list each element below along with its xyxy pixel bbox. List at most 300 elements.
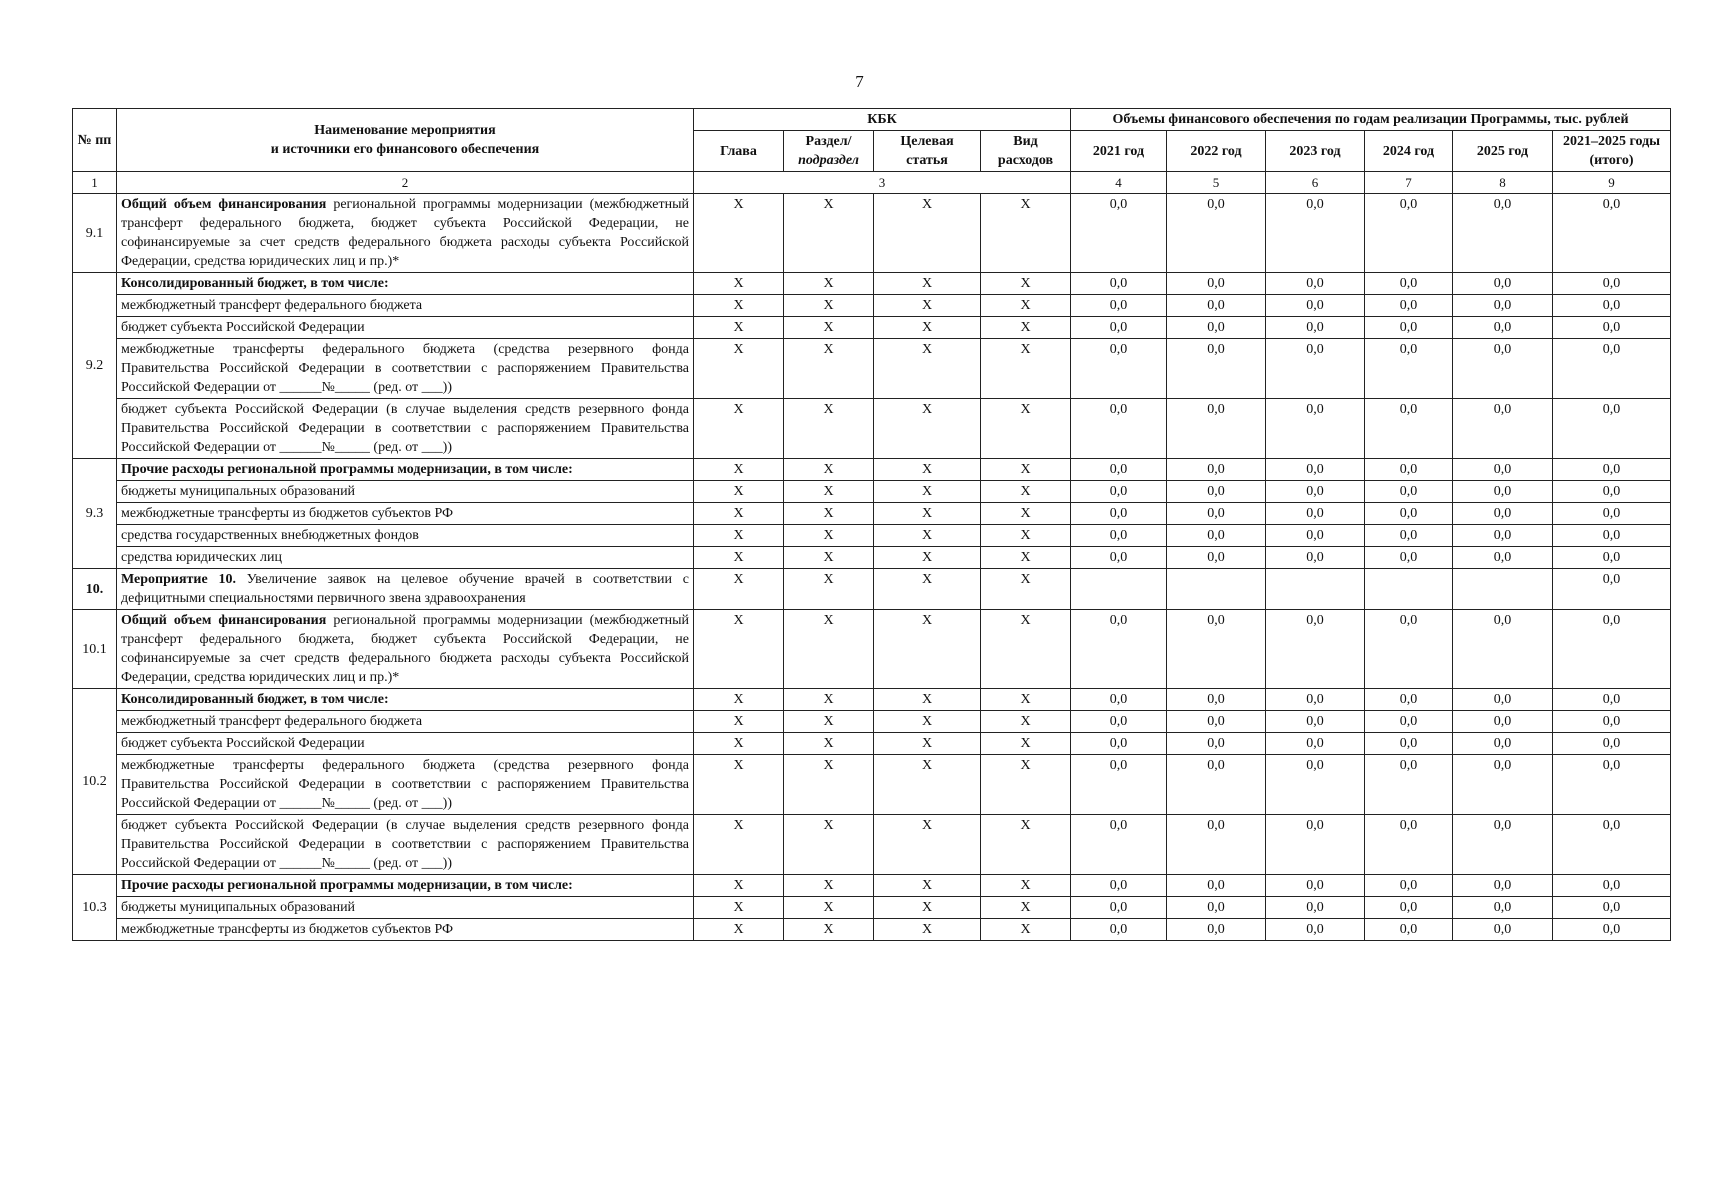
kbk-cell: X	[981, 295, 1071, 317]
row-index: 10.3	[73, 875, 117, 941]
table-row	[73, 339, 1671, 399]
kbk-cell: X	[981, 897, 1071, 919]
year-cell: 0,0	[1071, 919, 1167, 941]
year-cell: 0,0	[1266, 503, 1365, 525]
header-name: Наименование мероприятия и источники его финансового обеспечения	[117, 109, 694, 172]
year-cell: 0,0	[1453, 317, 1553, 339]
total-cell: 0,0	[1553, 711, 1671, 733]
table-row	[73, 317, 1671, 339]
total-cell: 0,0	[1553, 481, 1671, 503]
year-cell: 0,0	[1167, 295, 1266, 317]
total-cell: 0,0	[1553, 339, 1671, 399]
header-year-2024: 2024 год	[1365, 131, 1453, 172]
kbk-cell: X	[874, 569, 981, 610]
total-cell: 0,0	[1553, 273, 1671, 295]
year-cell: 0,0	[1365, 295, 1453, 317]
kbk-cell: X	[874, 755, 981, 815]
year-cell: 0,0	[1167, 459, 1266, 481]
year-cell: 0,0	[1071, 711, 1167, 733]
kbk-cell: X	[874, 459, 981, 481]
row-name-text: межбюджетный трансферт федерального бюджета	[121, 298, 423, 313]
kbk-cell: X	[981, 273, 1071, 295]
year-cell: 0,0	[1365, 525, 1453, 547]
header-year-2022: 2022 год	[1167, 131, 1266, 172]
kbk-cell: X	[694, 569, 784, 610]
year-cell: 0,0	[1167, 273, 1266, 295]
header-total: 2021–2025 годы (итого)	[1553, 131, 1671, 172]
kbk-cell: X	[981, 503, 1071, 525]
row-name	[117, 295, 694, 317]
kbk-cell: X	[694, 503, 784, 525]
year-cell: 0,0	[1167, 525, 1266, 547]
year-cell: 0,0	[1365, 399, 1453, 459]
year-cell	[1071, 569, 1167, 610]
table-row	[73, 897, 1671, 919]
row-name	[117, 525, 694, 547]
kbk-cell: X	[784, 610, 874, 689]
kbk-cell: X	[981, 547, 1071, 569]
year-cell: 0,0	[1266, 733, 1365, 755]
year-cell: 0,0	[1071, 733, 1167, 755]
kbk-cell: X	[784, 317, 874, 339]
row-name-bold: Общий объем финансирования	[121, 197, 327, 212]
kbk-cell: X	[784, 733, 874, 755]
year-cell: 0,0	[1365, 459, 1453, 481]
row-name-text: бюджет субъекта Российской Федерации (в случае выделения средств резервного фонда Правительства Российской Федерации в соответствии с распоряжением Правительства Российской Федерации от ______№_____ (ред. от ___))	[121, 818, 689, 871]
row-name-bold: Консолидированный бюджет, в том числе:	[121, 692, 389, 707]
year-cell: 0,0	[1266, 399, 1365, 459]
year-cell: 0,0	[1266, 459, 1365, 481]
kbk-cell: X	[874, 339, 981, 399]
row-name	[117, 317, 694, 339]
kbk-cell: X	[784, 711, 874, 733]
year-cell: 0,0	[1167, 897, 1266, 919]
header-celevaya: Целевая статья	[874, 131, 981, 172]
kbk-cell: X	[784, 503, 874, 525]
row-name	[117, 733, 694, 755]
kbk-cell: X	[784, 547, 874, 569]
year-cell: 0,0	[1453, 273, 1553, 295]
total-cell: 0,0	[1553, 919, 1671, 941]
year-cell: 0,0	[1365, 194, 1453, 273]
year-cell: 0,0	[1453, 503, 1553, 525]
kbk-cell: X	[874, 295, 981, 317]
year-cell: 0,0	[1365, 503, 1453, 525]
table-row	[73, 399, 1671, 459]
row-index: 9.3	[73, 459, 117, 569]
row-index: 9.2	[73, 273, 117, 459]
row-index: 10.	[73, 569, 117, 610]
year-cell	[1167, 569, 1266, 610]
row-name-text: бюджеты муниципальных образований	[121, 484, 356, 499]
table-row	[73, 569, 1671, 610]
kbk-cell: X	[784, 815, 874, 875]
total-cell: 0,0	[1553, 733, 1671, 755]
year-cell: 0,0	[1167, 339, 1266, 399]
year-cell: 0,0	[1453, 610, 1553, 689]
year-cell: 0,0	[1453, 815, 1553, 875]
year-cell: 0,0	[1266, 525, 1365, 547]
kbk-cell: X	[694, 733, 784, 755]
kbk-cell: X	[694, 689, 784, 711]
row-name-text: межбюджетные трансферты из бюджетов субъектов РФ	[121, 922, 454, 937]
kbk-cell: X	[784, 481, 874, 503]
kbk-cell: X	[694, 711, 784, 733]
kbk-cell: X	[981, 610, 1071, 689]
header-year-2023: 2023 год	[1266, 131, 1365, 172]
financing-table	[72, 108, 1671, 941]
total-cell: 0,0	[1553, 399, 1671, 459]
year-cell: 0,0	[1266, 755, 1365, 815]
year-cell: 0,0	[1071, 503, 1167, 525]
year-cell: 0,0	[1266, 815, 1365, 875]
row-name-text: средства юридических лиц	[121, 550, 282, 565]
kbk-cell: X	[981, 569, 1071, 610]
year-cell: 0,0	[1167, 317, 1266, 339]
row-name	[117, 919, 694, 941]
kbk-cell: X	[784, 919, 874, 941]
header-kbk: КБК	[694, 109, 1071, 131]
year-cell: 0,0	[1266, 481, 1365, 503]
row-name	[117, 815, 694, 875]
kbk-cell: X	[874, 875, 981, 897]
kbk-cell: X	[694, 295, 784, 317]
row-name	[117, 273, 694, 295]
kbk-cell: X	[874, 547, 981, 569]
total-cell: 0,0	[1553, 317, 1671, 339]
kbk-cell: X	[874, 194, 981, 273]
kbk-cell: X	[784, 525, 874, 547]
kbk-cell: X	[981, 689, 1071, 711]
row-name	[117, 689, 694, 711]
year-cell: 0,0	[1071, 481, 1167, 503]
row-name	[117, 399, 694, 459]
year-cell: 0,0	[1266, 194, 1365, 273]
year-cell: 0,0	[1453, 875, 1553, 897]
kbk-cell: X	[694, 399, 784, 459]
year-cell: 0,0	[1266, 273, 1365, 295]
table-row	[73, 459, 1671, 481]
year-cell: 0,0	[1167, 547, 1266, 569]
year-cell: 0,0	[1453, 897, 1553, 919]
year-cell: 0,0	[1071, 815, 1167, 875]
table-row	[73, 481, 1671, 503]
year-cell: 0,0	[1167, 815, 1266, 875]
table-row	[73, 295, 1671, 317]
kbk-cell: X	[874, 897, 981, 919]
year-cell: 0,0	[1453, 481, 1553, 503]
kbk-cell: X	[874, 399, 981, 459]
header-num: № пп	[73, 109, 117, 172]
kbk-cell: X	[874, 610, 981, 689]
header-year-2025: 2025 год	[1453, 131, 1553, 172]
kbk-cell: X	[694, 875, 784, 897]
row-name-bold: Консолидированный бюджет, в том числе:	[121, 276, 389, 291]
year-cell: 0,0	[1453, 295, 1553, 317]
kbk-cell: X	[694, 481, 784, 503]
kbk-cell: X	[694, 525, 784, 547]
row-name	[117, 755, 694, 815]
year-cell: 0,0	[1453, 689, 1553, 711]
row-name-text: межбюджетный трансферт федерального бюджета	[121, 714, 423, 729]
year-cell: 0,0	[1453, 733, 1553, 755]
year-cell	[1365, 569, 1453, 610]
year-cell: 0,0	[1071, 525, 1167, 547]
row-index: 10.2	[73, 689, 117, 875]
kbk-cell: X	[981, 481, 1071, 503]
row-name	[117, 547, 694, 569]
kbk-cell: X	[694, 339, 784, 399]
row-name	[117, 481, 694, 503]
table-row	[73, 503, 1671, 525]
total-cell: 0,0	[1553, 815, 1671, 875]
kbk-cell: X	[874, 317, 981, 339]
total-cell: 0,0	[1553, 194, 1671, 273]
year-cell: 0,0	[1167, 711, 1266, 733]
table-row	[73, 755, 1671, 815]
row-name	[117, 459, 694, 481]
row-name	[117, 503, 694, 525]
kbk-cell: X	[981, 194, 1071, 273]
year-cell: 0,0	[1071, 273, 1167, 295]
kbk-cell: X	[784, 399, 874, 459]
year-cell: 0,0	[1453, 755, 1553, 815]
kbk-cell: X	[694, 547, 784, 569]
row-name	[117, 194, 694, 273]
year-cell: 0,0	[1453, 711, 1553, 733]
row-name-text: межбюджетные трансферты федерального бюджета (средства резервного фонда Правительства Российской Федерации в соответствии с распоряжением Правительства Российской Федерации от ______№_____ (ред. от ___))	[121, 758, 689, 811]
year-cell: 0,0	[1167, 919, 1266, 941]
kbk-cell: X	[784, 459, 874, 481]
kbk-cell: X	[874, 733, 981, 755]
year-cell: 0,0	[1365, 339, 1453, 399]
year-cell: 0,0	[1071, 317, 1167, 339]
year-cell: 0,0	[1071, 610, 1167, 689]
kbk-cell: X	[694, 610, 784, 689]
year-cell: 0,0	[1365, 689, 1453, 711]
total-cell: 0,0	[1553, 295, 1671, 317]
year-cell: 0,0	[1266, 711, 1365, 733]
total-cell: 0,0	[1553, 755, 1671, 815]
year-cell: 0,0	[1453, 525, 1553, 547]
year-cell: 0,0	[1167, 194, 1266, 273]
year-cell: 0,0	[1453, 547, 1553, 569]
kbk-cell: X	[981, 755, 1071, 815]
row-name	[117, 711, 694, 733]
total-cell: 0,0	[1553, 875, 1671, 897]
year-cell: 0,0	[1365, 755, 1453, 815]
kbk-cell: X	[694, 897, 784, 919]
kbk-cell: X	[694, 273, 784, 295]
header-volumes: Объемы финансового обеспечения по годам реализации Программы, тыс. рублей	[1071, 109, 1671, 131]
row-name	[117, 897, 694, 919]
table-row	[73, 733, 1671, 755]
row-name-text: бюджеты муниципальных образований	[121, 900, 356, 915]
total-cell: 0,0	[1553, 569, 1671, 610]
kbk-cell: X	[784, 339, 874, 399]
row-index: 9.1	[73, 194, 117, 273]
kbk-cell: X	[981, 875, 1071, 897]
header-year-2021: 2021 год	[1071, 131, 1167, 172]
page-number: 7	[855, 72, 864, 91]
kbk-cell: X	[981, 317, 1071, 339]
year-cell: 0,0	[1266, 339, 1365, 399]
kbk-cell: X	[981, 733, 1071, 755]
year-cell: 0,0	[1167, 733, 1266, 755]
year-cell: 0,0	[1071, 339, 1167, 399]
row-name-text: межбюджетные трансферты из бюджетов субъектов РФ	[121, 506, 454, 521]
kbk-cell: X	[784, 689, 874, 711]
year-cell: 0,0	[1365, 733, 1453, 755]
year-cell: 0,0	[1071, 547, 1167, 569]
kbk-cell: X	[981, 919, 1071, 941]
table-row	[73, 875, 1671, 897]
row-name-text: региональной программы модернизации (межбюджетный трансферт федерального бюджета, бюджет субъекта Российской Федерации, не софинансируемые за счет средств федерального бюджета расходы субъекта Российской Федерации, средства юридических лиц и пр.)*	[121, 613, 689, 685]
row-name-text: бюджет субъекта Российской Федерации	[121, 320, 365, 335]
year-cell: 0,0	[1071, 897, 1167, 919]
year-cell	[1453, 569, 1553, 610]
year-cell: 0,0	[1365, 610, 1453, 689]
total-cell: 0,0	[1553, 897, 1671, 919]
year-cell: 0,0	[1453, 194, 1553, 273]
year-cell: 0,0	[1453, 919, 1553, 941]
kbk-cell: X	[694, 317, 784, 339]
total-cell: 0,0	[1553, 610, 1671, 689]
kbk-cell: X	[784, 273, 874, 295]
year-cell: 0,0	[1167, 755, 1266, 815]
row-name-text: Увеличение заявок на целевое обучение врачей в соответствии с дефицитными специальностями первичного звена здравоохранения	[121, 572, 689, 606]
table-row	[73, 273, 1671, 295]
year-cell: 0,0	[1365, 273, 1453, 295]
year-cell: 0,0	[1453, 459, 1553, 481]
row-name-bold: Мероприятие 10.	[121, 572, 236, 587]
row-name-text: бюджет субъекта Российской Федерации	[121, 736, 365, 751]
row-name	[117, 569, 694, 610]
kbk-cell: X	[874, 711, 981, 733]
year-cell: 0,0	[1167, 689, 1266, 711]
year-cell: 0,0	[1167, 610, 1266, 689]
year-cell: 0,0	[1071, 194, 1167, 273]
kbk-cell: X	[874, 481, 981, 503]
year-cell: 0,0	[1071, 755, 1167, 815]
kbk-cell: X	[874, 525, 981, 547]
row-name-bold: Прочие расходы региональной программы модернизации, в том числе:	[121, 462, 573, 477]
year-cell: 0,0	[1365, 317, 1453, 339]
kbk-cell: X	[694, 815, 784, 875]
year-cell: 0,0	[1365, 481, 1453, 503]
row-name-text: межбюджетные трансферты федерального бюджета (средства резервного фонда Правительства Российской Федерации в соответствии с распоряжением Правительства Российской Федерации от ______№_____ (ред. от ___))	[121, 342, 689, 395]
kbk-cell: X	[981, 459, 1071, 481]
row-name	[117, 610, 694, 689]
kbk-cell: X	[784, 295, 874, 317]
kbk-cell: X	[874, 689, 981, 711]
year-cell: 0,0	[1266, 897, 1365, 919]
year-cell: 0,0	[1071, 295, 1167, 317]
header-razdel: Раздел/ подраздел	[784, 131, 874, 172]
year-cell: 0,0	[1365, 919, 1453, 941]
year-cell	[1266, 569, 1365, 610]
row-index: 10.1	[73, 610, 117, 689]
kbk-cell: X	[694, 919, 784, 941]
year-cell: 0,0	[1365, 547, 1453, 569]
year-cell: 0,0	[1071, 459, 1167, 481]
kbk-cell: X	[981, 339, 1071, 399]
year-cell: 0,0	[1167, 399, 1266, 459]
year-cell: 0,0	[1266, 317, 1365, 339]
year-cell: 0,0	[1167, 875, 1266, 897]
kbk-cell: X	[981, 711, 1071, 733]
year-cell: 0,0	[1167, 503, 1266, 525]
year-cell: 0,0	[1167, 481, 1266, 503]
total-cell: 0,0	[1553, 459, 1671, 481]
table-row	[73, 711, 1671, 733]
kbk-cell: X	[874, 815, 981, 875]
total-cell: 0,0	[1553, 525, 1671, 547]
kbk-cell: X	[784, 875, 874, 897]
row-name-text: средства государственных внебюджетных фондов	[121, 528, 419, 543]
kbk-cell: X	[874, 273, 981, 295]
year-cell: 0,0	[1453, 399, 1553, 459]
table-body	[73, 194, 1671, 941]
year-cell: 0,0	[1266, 689, 1365, 711]
kbk-cell: X	[694, 459, 784, 481]
year-cell: 0,0	[1365, 897, 1453, 919]
column-numbers-row: 1 2 3 4 5 6 7 8 9	[73, 172, 1671, 194]
year-cell: 0,0	[1071, 399, 1167, 459]
row-name-bold: Прочие расходы региональной программы модернизации, в том числе:	[121, 878, 573, 893]
year-cell: 0,0	[1453, 339, 1553, 399]
row-name-text: бюджет субъекта Российской Федерации (в случае выделения средств резервного фонда Правительства Российской Федерации в соответствии с распоряжением Правительства Российской Федерации от ______№_____ (ред. от ___))	[121, 402, 689, 455]
kbk-cell: X	[981, 815, 1071, 875]
total-cell: 0,0	[1553, 689, 1671, 711]
total-cell: 0,0	[1553, 547, 1671, 569]
kbk-cell: X	[784, 897, 874, 919]
table-row	[73, 547, 1671, 569]
kbk-cell: X	[981, 525, 1071, 547]
table-row	[73, 815, 1671, 875]
year-cell: 0,0	[1071, 689, 1167, 711]
year-cell: 0,0	[1266, 610, 1365, 689]
year-cell: 0,0	[1071, 875, 1167, 897]
table-row	[73, 194, 1671, 273]
year-cell: 0,0	[1266, 295, 1365, 317]
row-name	[117, 875, 694, 897]
kbk-cell: X	[694, 194, 784, 273]
kbk-cell: X	[981, 399, 1071, 459]
kbk-cell: X	[784, 755, 874, 815]
kbk-cell: X	[784, 194, 874, 273]
year-cell: 0,0	[1266, 919, 1365, 941]
kbk-cell: X	[874, 919, 981, 941]
header-glava: Глава	[694, 131, 784, 172]
year-cell: 0,0	[1365, 815, 1453, 875]
total-cell: 0,0	[1553, 503, 1671, 525]
table-row	[73, 610, 1671, 689]
header-vid: Вид расходов	[981, 131, 1071, 172]
kbk-cell: X	[694, 755, 784, 815]
year-cell: 0,0	[1365, 711, 1453, 733]
row-name-text: региональной программы модернизации (межбюджетный трансферт федерального бюджета, бюджет субъекта Российской Федерации, не софинансируемые за счет средств федерального бюджета расходы субъекта Российской Федерации, средства юридических лиц и пр.)*	[121, 197, 689, 269]
row-name-bold: Общий объем финансирования	[121, 613, 327, 628]
table-row	[73, 919, 1671, 941]
kbk-cell: X	[784, 569, 874, 610]
row-name	[117, 339, 694, 399]
table-row	[73, 525, 1671, 547]
year-cell: 0,0	[1365, 875, 1453, 897]
year-cell: 0,0	[1266, 875, 1365, 897]
kbk-cell: X	[874, 503, 981, 525]
year-cell: 0,0	[1266, 547, 1365, 569]
